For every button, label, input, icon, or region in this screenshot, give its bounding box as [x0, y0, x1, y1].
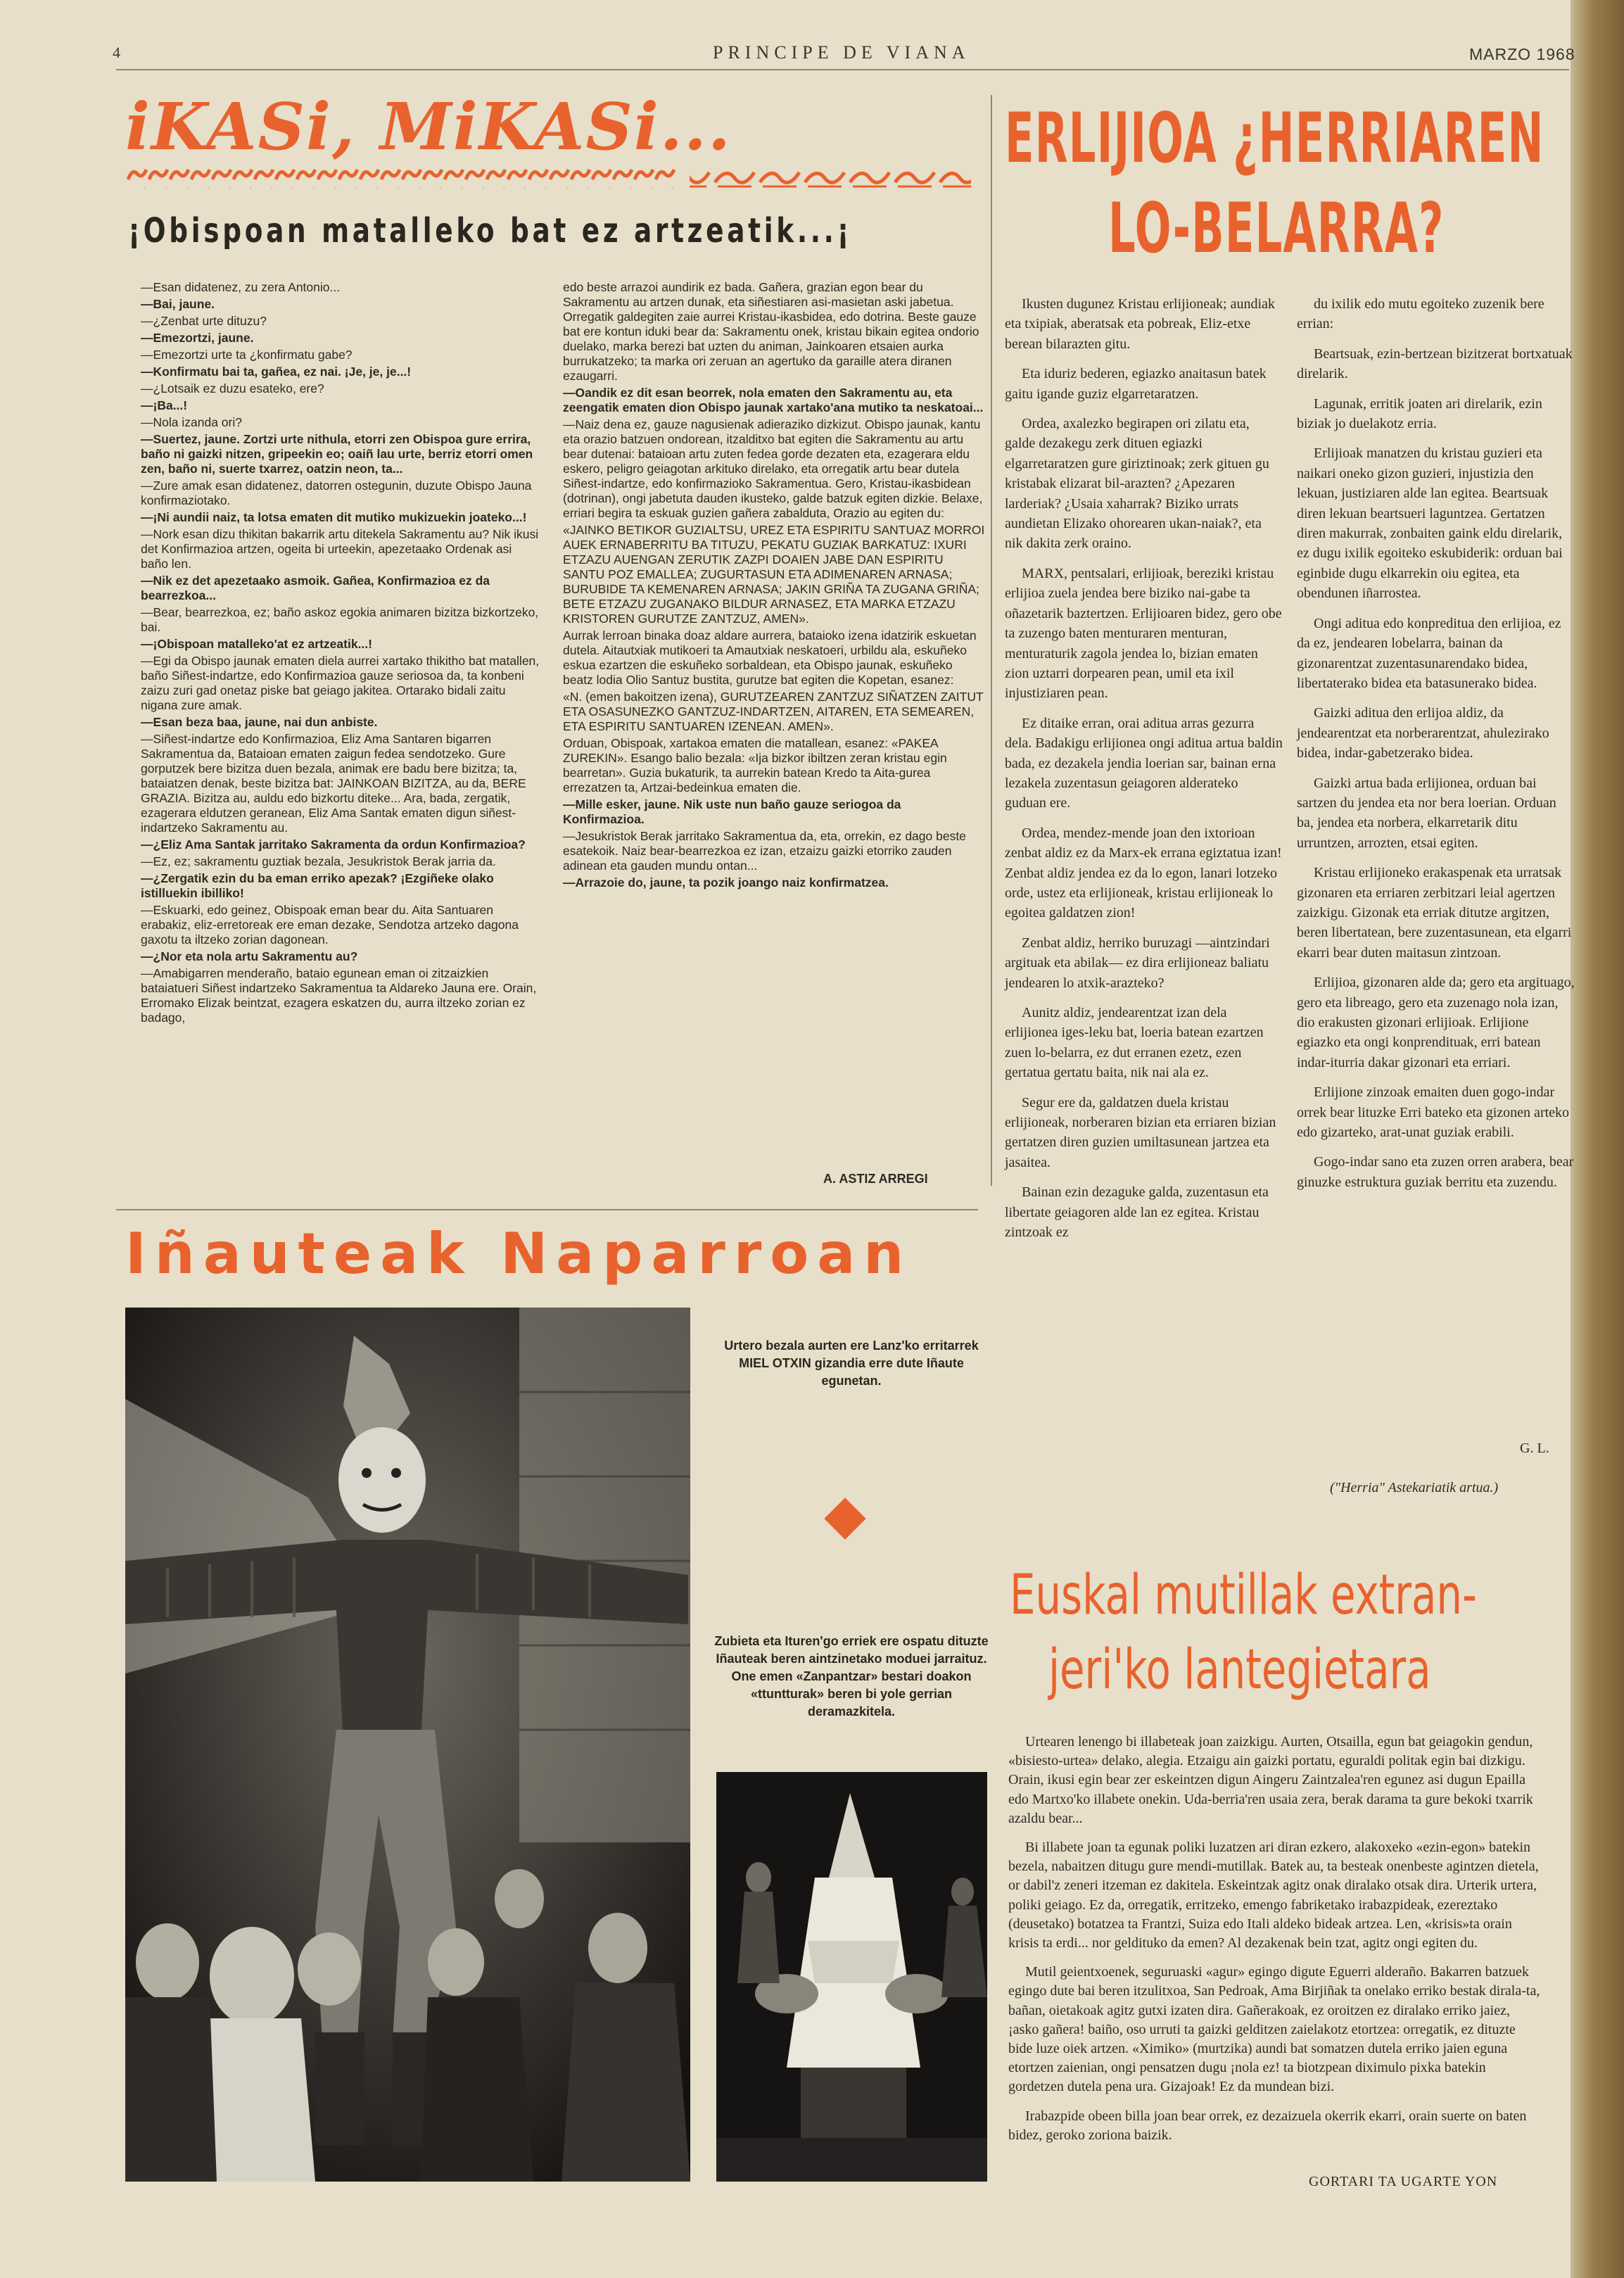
paragraph: Bainan ezin dezaguke galda, zuzentasun eta libertate geiagoren alde lan ez egitea. Kristau zintzoak ez: [1005, 1184, 1269, 1241]
paragraph: —Amabigarren menderaño, bataio egunean eman oi zitzaizkien bataiatueri Siñest indartzeko Sakramentua ta Aldareko Jauna ere. Orain, Erromako Elizak beintzat, ezagera eskatzen du, aurra iltzeko zorian ez badago,: [141, 966, 537, 1025]
paragraph: Lagunak, erritik joaten ari direlarik, ezin biziak jo duelakotz erria.: [1297, 396, 1542, 432]
erlijioa-column-1: [1005, 294, 1283, 1252]
paragraph: Erlijioak manatzen du kristau guzieri eta naikari oneko gizon guzieri, injustizia den lekuan, justiziaren alde lan egitea. Beartsuak diren lekuan beartsueri laguntzea. Gertatzen diren makurrak, zonbaiten gaink eldu direlarik, ez dugu ixilik egoiteko eskubiderik: orduan bai eginbide dugu elkarrekin oiu egitea, eta obendunen iñarrostea.: [1297, 445, 1563, 602]
paragraph: —Nik ez det apezetaako asmoik. Gañea, Konfirmazioa ez da bearrezkoa...: [141, 574, 490, 602]
ikasi-subtitle: ¡Obispoan matalleko bat ez artzeatik...¡: [128, 211, 853, 251]
paragraph: du ixilik edo mutu egoiteko zuzenik bere errian:: [1297, 296, 1544, 332]
paragraph: —¡Ni aundii naiz, ta lotsa ematen dit mutiko mukizuekin joateko...!: [141, 510, 527, 524]
paragraph: edo beste arrazoi aundirik ez bada. Gañera, grazian egon bear du Sakramentu au artzen dunak, eta siñestiaren asi-masietan aski jabetua. Orregatik galdegiten zaie aurrei Kristau-ikasbidea, edo dotrina. Beste gauze bat ere kontun iduki bear da: Sakramentu onek, kristau bikain egitea ondorio duelako, marka berezi bat uzten du animan, Jainkoaren etsaien aurka burrukatzeko; ta marka ori zeruan an agertuko da garaille atera diranen ezaugarri.: [563, 280, 979, 383]
paragraph: Ordea, mendez-mende joan den ixtorioan zenbat aldiz ez da Marx-ek errana egiztatua izan! Zenbat aldiz jendea ez da lo egon, lanari lotzeko orde, ustez eta erlijioneak, kristau erlijioneak lo egoitea galdatzen zion!: [1005, 825, 1282, 921]
paragraph: —Arrazoie do, jaune, ta pozik joango naiz konfirmatzea.: [563, 875, 889, 890]
caption-lanz: Urtero bezala aurten ere Lanz'ko erritarrek MIEL OTXIN gizandia erre dute Iñaute egunetan.: [724, 1339, 979, 1388]
paragraph: —Konfirmatu bai ta, gañea, ez nai. ¡Je, je, je...!: [141, 365, 412, 379]
mutillak-title-line-2: jeri'ko lantegietara: [1048, 1638, 1431, 1702]
erlijioa-signature: G. L.: [1520, 1441, 1549, 1456]
mutillak-signature: GORTARI TA UGARTE YON: [1309, 2174, 1498, 2189]
paragraph: Eta iduriz bederen, egiazko anaitasun batek gaitu igande guziz elgarretaratzen.: [1005, 366, 1267, 402]
paragraph: —¿Nor eta nola artu Sakramentu au?: [141, 949, 358, 963]
paragraph: —Esan didatenez, zu zera Antonio...: [141, 280, 341, 294]
paragraph: Bi illabete joan ta egunak poliki luzatzen ari diran ezkero, alakoxeko «ezin-egon» batekin bezela, nabaitzen ditugu gure mendi-mutillak. Batek au, ta besteak onenbeste agintzen dietela, or dabil'z zeneri itzeman ez dakitela. Eskeintzak agitz onak diralako otsak dira. Urterik urtera, poliki geiago. Ez da, orregatik, erritzeko, emengo fabriketako irabazpideak, ezereztako (deusetako) botatzea ta Frantzi, Suiza edo Itali aldeko bideak artzea. Len, «krisis»ta orain krisis ta erdi... nor geldituko da emen? Al dezakenak bein tzat, agitz ongi egiten du.: [1008, 1840, 1539, 1951]
publication-title: PRINCIPE DE VIANA: [713, 42, 970, 63]
paragraph: Aunitz aldiz, jendearentzat izan dela erlijionea iges-leku bat, loeria batean ezartzen zuen lo-belarra, ez dut erranen ezetz, ezen gertatua gertatu baita, nik nai ala ez.: [1005, 1005, 1264, 1081]
paragraph: Segur ere da, galdatzen duela kristau erlijioneak, norberaren bizian eta erriaren bizian gertatzen diren guzien umiltasunean jartzea eta jasaitea.: [1005, 1094, 1276, 1170]
header-rule: [116, 69, 1569, 70]
paragraph: «N. (emen bakoitzen izena), GURUTZEAREN ZANTZUZ SIÑATZEN ZAITUT ETA OSASUNEZKO GANTZUZ-INDARTZEN, AITAREN, ETA SEMEAREN, ETA ESPIRITU SANTUAREN IZENEAN. AMEN».: [563, 690, 984, 733]
paragraph: —¿Zergatik ezin du ba eman erriko apezak? ¡Ezgiñeke olako istilluekin ibilliko!: [141, 871, 494, 900]
paragraph: —Suertez, jaune. Zortzi urte nithula, etorri zen Obispoa gure errira, baño ni gaizki nitzen, gripeekin eo; oaiñ lau urte, berriz etorri omen zen, baño ni, suerte txarrez, oatzin neon, ta...: [141, 432, 533, 476]
paragraph: Urtearen lenengo bi illabeteak joan zaizkigu. Aurten, Otsailla, egun bat geiagokin gendun, «bisiesto-urtea» delako, alegia. Etzaigu ain gaizki portatu, eguraldi politak egin bai dizkigu. Orain, ikusi egin bear zer eskeintzen digun Aingeru Zaintzalea'ren egunez asi dugun Epailla edo Martxo'ko illabete onekin. Uda-berria'ren usaia zera, berak darama ta gure bekoki txarrik azaldu bear...: [1008, 1734, 1533, 1826]
paragraph: —Bai, jaune.: [141, 297, 215, 311]
paragraph: —Bear, bearrezkoa, ez; baño askoz egokia animaren bizitza bizkortzeko, bai.: [141, 605, 539, 634]
paragraph: Kristau erlijioneko erakaspenak eta urratsak gizonaren eta erriaren zerbitzari leial agertzen zaizkigu. Gizonak eta erriak ditutze argitzen, beren libertatean, bere zuzentasunean, eta elgarri ekarri bear duten maitasun zintzoan.: [1297, 865, 1572, 961]
paragraph: Gogo-indar sano eta zuzen orren arabera, bear ginuzke estruktura guziak berritu eta zuzendu.: [1297, 1154, 1574, 1190]
paragraph: —Ez, ez; sakramentu guztiak bezala, Jesukristok Berak jarria da.: [141, 854, 496, 868]
paragraph: —Siñest-indartze edo Konfirmazioa, Eliz Ama Santaren bigarren Sakramentua da, Bataioan ematen zaigun fedea sendotzeko. Gure gorputzek bere bizitza duen bezala, animak ere badu bere bizitza; ta, bataiatzen denak, beste bizitza bat: JAINKOAN BIZITZA, au da, BERE GRAZIA. Bizitza au, auldu edo bizkortu diteke... Ara, bada, zergatik, ezagerara eldutzen geranean, Eliz Ama Santak ematen digun siñest-indartzeko Sakramentu au.: [141, 732, 526, 835]
paragraph: Beartsuak, ezin-bertzean bizitzerat bortxatuak direlarik.: [1297, 346, 1573, 382]
paragraph: —Oandik ez dit esan beorrek, nola ematen den Sakramentu au, eta zeengatik ematen dion Obispo jaunak xartako'ana mutiko ta neskatoai...: [563, 386, 984, 415]
ikasi-column-2: [563, 280, 985, 892]
paragraph: Ongi aditua edo konpreditua den erlijioa, ez da ez, jendearen lobelarra, bainan da gizonarentzat zuzentasunarendako bidea, libertaterako bidea eta batasunerako bidea.: [1297, 615, 1561, 691]
paragraph: Aurrak lerroan binaka doaz aldare aurrera, bataioko izena idatzirik eskuetan dutela. Aitautxiak mutikoeri ta Amautxiak neskatoeri, urbildu ala, eskuñeko eskua ezartzen die eskuñeko sorbaldean, eta Obispo jaunak, eskuñeko beatz lodia Olio Santuz bustita, gurutze bat egiten die Kopetan, esanez:: [563, 628, 977, 687]
paragraph: Ordea, axalezko begirapen ori zilatu eta, galde dezakegu zerk dituen egiazki elgarretaratzen gure giriztinoak; zerk gituen gu kristabak elizarat bil-arazten? ¿Apezaren larderiak? ¿Usaia xaharrak? Biziko urrats aundietan Elizako ohorearen ukan-naiak?, eta nik dakita zerk oraino.: [1005, 416, 1269, 552]
diamond-ornament-icon: [824, 1498, 865, 1539]
paragraph: —Emezortzi urte ta ¿konfirmatu gabe?: [141, 348, 353, 362]
paragraph: MARX, pentsalari, erlijioak, bereziki kristau erlijioa zuela jendea bere biziko nai-gabe ta oñazetarik baztertzen. Erlijioaren bidez, gero obe ta zuzengo baten menturaren menturan, menturaturik zagola jendea lo, bizian ematen zion uztarri dorpearen pean, umil eta ixil injustiziaren pean.: [1005, 565, 1282, 702]
erlijioa-column-2: [1297, 294, 1575, 1202]
paragraph: —Nork esan dizu thikitan bakarrik artu ditekela Sakramentu au? Nik ikusi det Konfirmazioa artzen, ogeita bi urteekin, apezetaako Ordenak asi baño len.: [141, 527, 539, 571]
paragraph: —Zure amak esan didatenez, datorren ostegunin, duzute Obispo Jauna konfirmaziotako.: [141, 479, 532, 507]
page-edge-binding: [1571, 0, 1624, 2278]
paragraph: —¿Lotsaik ez duzu esateko, ere?: [141, 381, 324, 396]
paragraph: —Naiz dena ez, gauze nagusienak adieraziko dizkizut. Obispo jaunak, kantu eta orazio batzuen ondorean, itzalditxo bat egiten die Sakramentu au artu bear dutenai: bataioan artu zuten fedea gorde dezaten eta, ezagerara eldu eskero, peligro geiagotan arkituko direlako, eta orregatik artu bear dutela Siñest-indartze, edo konfirmazioko Sakramentua. Gero, Kristau-ikasbidean (dotrinan), ongi jabetuta dauden ikusteko, galde batzuk egiten dizkie. Belaxe, erriari begira ta eskuak guzien gañera zabalduta, Orazio au egiten du:: [563, 417, 983, 520]
paragraph: Ez ditaike erran, orai aditua arras gezurra dela. Badakigu erlijionea ongi aditua artua baldin bada, ez dezakela jendia loerian sar, bainan erna lezakela zuzentasun geiagoren alderateko guduan ere.: [1005, 715, 1283, 811]
photo-zanpantzar: [716, 1772, 987, 2182]
column-divider: [991, 95, 992, 1186]
paragraph: Mutil geientxoenek, seguruaski «agur» egingo digute Eguerri alderaño. Bakarren batzuek egingo dute bai beren itzulitxoa, San Pedroak, Ama Birjiñak ta onelako erriko bestak dirala-ta, bañan, oietakoak agitz gutxi izaten dira. Gañerakoak, ez oroitzen ez diralako erriko jaiez, ¡asko gañera! baiño, oso urruti ta gaizki gelditzen zaielakotz etortzea: orregatik, ez dituzte bide luze oiek artzen. «Ximiko» (murtzika) aundi bat somatzen dutela erriko jaien eguna etortzen zaienian, ongi pensatzen dugu ¡nola ez! ta biotzpean diximulo pixka batekin gordetzen dutela pena ura. Gizajoak! Ez da mundean bizi.: [1008, 1964, 1540, 2095]
paragraph: Gaizki aditua den erlijoa aldiz, da jendearentzat eta norberarentzat, ahulezirako bidea, indar-gabetzerako bidea.: [1297, 705, 1549, 761]
paragraph: —Mille esker, jaune. Nik uste nun baño gauze seriogoa da Konfirmazioa.: [563, 797, 901, 826]
photo-miel-otxin-giant: [125, 1308, 690, 2182]
paragraph: —Jesukristok Berak jarritako Sakramentua da, eta, orrekin, ez dago beste esatekoik. Naiz bear-bearrezkoa ez izan, etzaizu gaizki etorriko zauden adinean eta gauden mundu ontan...: [563, 829, 966, 873]
paragraph: —Eskuarki, edo geinez, Obispoak eman bear du. Aita Santuaren erabakiz, eliz-erretoreak ere eman dezake, Sendotza artzeko dagona gaxotu ta iltzeko zorian dagonean.: [141, 903, 519, 947]
ikasi-title: iKASi, MiKASi...: [125, 89, 732, 165]
paragraph: Zenbat aldiz, herriko buruzagi —aintzindari argituak eta abilak— ez dira erlijioneaz baliatu jendearen lo atxik-arazteko?: [1005, 935, 1270, 991]
erlijioa-title-line-1: ERLIJIOA ¿HERRIAREN: [1005, 99, 1544, 179]
erlijioa-title-line-2: LO-BELARRA?: [1108, 189, 1445, 269]
paragraph: Erlijioa, gizonaren alde da; gero eta argituago, gero eta libreago, gero eta zuzenago nola izan, dio erakusten gizonari erlijioak. Erlijione egiazko eta ongi konprendituak, erri batean indar-iturria dakar gizonari eta erriari.: [1297, 975, 1575, 1070]
paragraph: —¡Ba...!: [141, 398, 188, 412]
ikasi-column-1: [141, 280, 542, 1027]
mutillak-body: [1008, 1733, 1543, 2155]
section-rule: [116, 1209, 978, 1210]
paragraph: —Esan beza baa, jaune, nai dun anbiste.: [141, 715, 378, 729]
erlijioa-source: ("Herria" Astekariatik artua.): [1330, 1480, 1499, 1495]
ornamental-border: [127, 165, 971, 194]
caption-zubieta-ituren: Zubieta eta Ituren'go erriek ere ospatu dituzte Iñauteak beren aintzinetako moduei jarraituz. One emen «Zanpantzar» bestari doakon «ttuntturak» beren bi yole gerrian deramazkitela.: [714, 1634, 989, 1719]
paragraph: —¿Zenbat urte dituzu?: [141, 314, 267, 328]
paragraph: Irabazpide obeen billa joan bear orrek, ez dezaizuela okerrik ekarri, orain suerte on baten bidez, geroko zoriona baizik.: [1008, 2108, 1527, 2143]
page-number: 4: [113, 44, 120, 61]
mutillak-title-line-1: Euskal mutillak extran-: [1010, 1564, 1477, 1627]
paragraph: Ikusten dugunez Kristau erlijioneak; aundiak eta txipiak, aberatsak eta pobreak, Eliz-etxe berean bilarazten gitu.: [1005, 296, 1275, 352]
paragraph: —Egi da Obispo jaunak ematen diela aurrei xartako thikitho bat matallen, baño Siñest-indartze, edo Konfirmazioa gauze seriosoa da, ta konbeni zaizu zuri gad onetaz piske bat geiago jakitea. Ortarako bidali zaitu nigana zure amak.: [141, 654, 540, 712]
paragraph: «JAINKO BETIKOR GUZIALTSU, UREZ ETA ESPIRITU SANTUAZ MORROI AUEK ERNABERRITU BA TITUZU, PEKATU GUZIAK BARKATUZ: IXURI ETZAZU AUENGAN ZERUTIK ZAZPI DOAIEN JABE DAN ESPIRITU SANTU POZ EMALLEA; ZUGURTASUN ETA ADIMENAREN ARNASA; BURUBIDE TA KEMENAREN ARNASA; JAKIN GRIÑA TA ZUGANA GRIÑA; BETE ETZAZU ZUGANAKO BILDUR ARNASEZ, ETA MARKA ETZAZU KRISTOREN GURUTZE ZANTZUZ, AMEN».: [563, 523, 985, 626]
paragraph: Gaizki artua bada erlijionea, orduan bai sartzen du jendea eta nor bera loerian. Orduan ba, jendea eta norbera, elkarretarik ditu urruntzen, arrozten, etsai egiten.: [1297, 775, 1556, 851]
issue-date: MARZO 1968: [1469, 45, 1575, 63]
paragraph: —¿Eliz Ama Santak jarritako Sakramenta da ordun Konfirmazioa?: [141, 837, 526, 852]
inauteak-title: Iñauteak Naparroan: [125, 1221, 913, 1286]
paragraph: —¡Obispoan matalleko'at ez artzeatik...!: [141, 637, 372, 651]
paragraph: Orduan, Obispoak, xartakoa ematen die matallean, esanez: «PAKEA ZUREKIN». Esango balio bezala: «Ija bizkor ibiltzen zeran kristau egin bearretan». Guzia bukaturik, ta aurrekin batean Kredo ta Aita-gurea errezatzen ta, Artzai-bedeinkua ematen die.: [563, 736, 947, 795]
paragraph: —Emezortzi, jaune.: [141, 331, 254, 345]
paragraph: —Nola izanda ori?: [141, 415, 242, 429]
ikasi-signature: A. ASTIZ ARREGI: [823, 1172, 928, 1186]
paragraph: Erlijione zinzoak emaiten duen gogo-indar orrek bear lituzke Erri bateko eta gizonen arteko edo gizarteko, arat-unat guziak erabili.: [1297, 1084, 1570, 1141]
